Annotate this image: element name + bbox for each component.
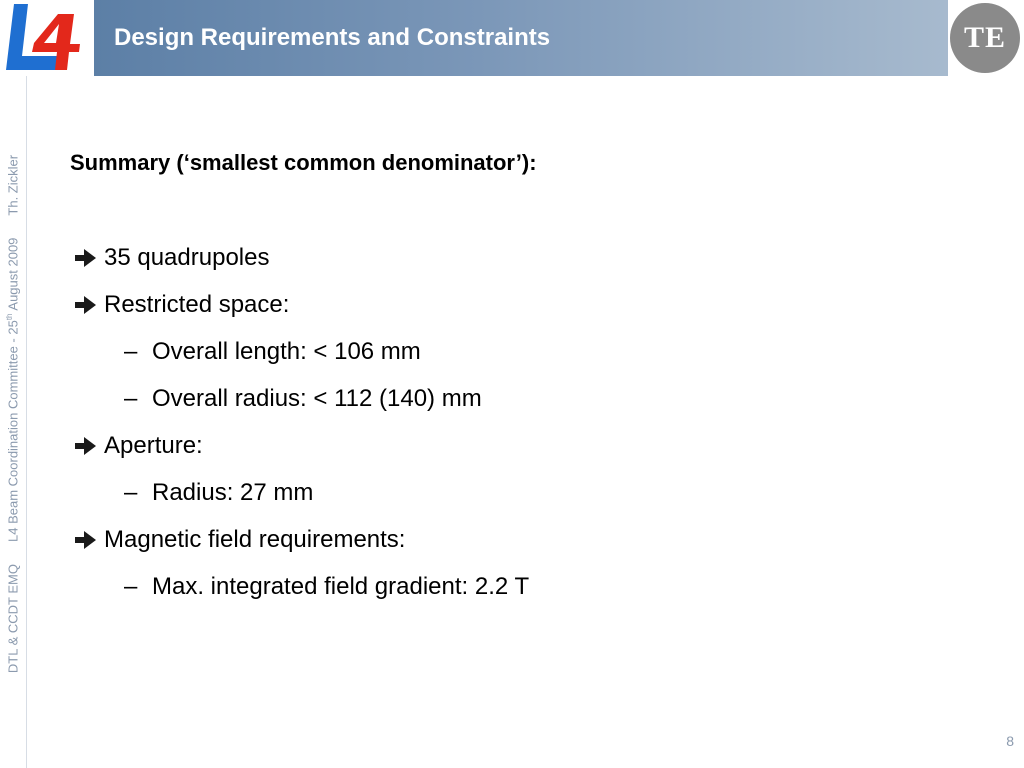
list-subitem-text: Max. integrated field gradient: 2.2 T xyxy=(152,573,530,600)
list-subitem-text: Overall length: < 106 mm xyxy=(152,338,421,365)
sidebar-topic: DTL & CCDT EMQ xyxy=(5,564,21,674)
arrow-right-icon xyxy=(72,434,104,458)
list-subitem-text: Overall radius: < 112 (140) mm xyxy=(152,385,482,412)
l4-logo xyxy=(0,0,95,76)
l4-logo-graphic xyxy=(0,0,94,76)
sidebar-author: Th. Zickler xyxy=(5,154,21,216)
arrow-right-icon xyxy=(72,528,104,552)
list-item xyxy=(72,432,203,460)
dash-bullet: – xyxy=(124,479,138,506)
sidebar-event-sup: th xyxy=(5,313,15,321)
list-item-text: Magnetic field requirements: xyxy=(104,526,406,553)
summary-heading: Summary (‘smallest common denominator’): xyxy=(70,150,537,175)
list-subitem-text: Radius: 27 mm xyxy=(152,479,314,506)
list-item-text: Restricted space: xyxy=(104,291,290,318)
list-item-text: 35 quadrupoles xyxy=(104,244,270,271)
dash-bullet: – xyxy=(124,385,138,412)
list-item xyxy=(72,291,289,319)
te-logo-text: TE xyxy=(963,21,1007,54)
arrow-right-icon xyxy=(72,246,104,270)
arrow-right-icon xyxy=(72,293,104,317)
sidebar-event-prefix: L4 Beam Coordination Committee - 25 xyxy=(5,320,21,543)
list-item xyxy=(72,244,269,272)
te-logo xyxy=(950,3,1020,73)
sidebar-event-suffix: August 2009 xyxy=(5,237,21,314)
list-item xyxy=(72,526,405,554)
list-subitem xyxy=(124,338,421,366)
slide-title: Design Requirements and Constraints xyxy=(114,24,551,51)
page-number: 8 xyxy=(1006,733,1014,749)
list-item-text: Aperture: xyxy=(104,432,203,459)
dash-bullet: – xyxy=(124,573,138,600)
dash-bullet: – xyxy=(124,338,138,365)
list-subitem xyxy=(124,573,529,601)
list-subitem xyxy=(124,479,313,507)
sidebar-footer-text xyxy=(6,155,21,673)
list-subitem xyxy=(124,385,482,413)
sidebar-event xyxy=(6,238,21,542)
